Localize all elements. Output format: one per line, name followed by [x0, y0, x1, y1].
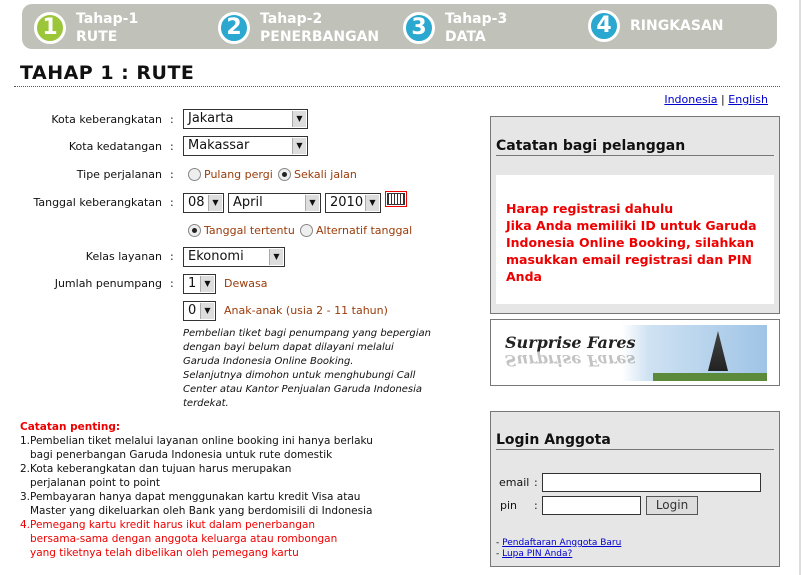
dest-label: Kota kedatangan: [68, 140, 162, 153]
note-item-cont: yang tiketnya telah dibelikan oleh pemegang kartu: [30, 547, 299, 559]
step-1-line2: RUTE: [76, 29, 118, 45]
step-3-line1: Tahap-3: [445, 11, 508, 27]
radio-checked-icon: [278, 168, 291, 181]
note-item: 4.Pemegang kartu kredit harus ikut dalam penerbangan: [20, 519, 316, 531]
island-shape: [653, 373, 767, 381]
pin-input[interactable]: [542, 496, 641, 515]
month-value: April: [233, 195, 263, 210]
dest-value: Makassar: [188, 138, 250, 153]
adults-select[interactable]: [183, 274, 216, 294]
banner-reflection: Surprise Fares: [505, 351, 636, 370]
dash: -: [496, 549, 500, 559]
login-button[interactable]: Login: [646, 496, 698, 515]
note-item-cont: bagi penerbangan Garuda Indonesia untuk rute domestik: [30, 449, 333, 461]
important-notes: [20, 420, 480, 560]
step-3-number-icon: 3: [403, 12, 435, 44]
note-item: 1.Pembelian tiket melalui layanan online booking ini hanya berlaku: [20, 435, 373, 447]
children-label: Anak-anak (usia 2 - 11 tahun): [224, 304, 388, 317]
page-title: TAHAP 1 : RUTE: [20, 62, 195, 84]
calendar-icon[interactable]: [385, 191, 407, 207]
login-title: Login Anggota: [496, 432, 774, 450]
pin-label: pin: [500, 499, 518, 512]
adults-value: 1: [188, 276, 197, 291]
colon: :: [534, 476, 538, 489]
chevron-down-icon: ▼: [208, 195, 222, 211]
step-2-line2: PENERBANGAN: [260, 29, 380, 45]
customer-notes-body: [496, 175, 774, 304]
title-divider: [14, 86, 780, 87]
note-item-cont: Master yang dikeluarkan oleh Bank yang berdomisili di Indonesia: [30, 505, 373, 517]
login-links: [496, 538, 621, 560]
note-item-cont: perjalanan point to point: [30, 477, 160, 489]
pax-label: Jumlah penumpang: [54, 277, 162, 290]
date-exact-label: Tanggal tertentu: [204, 224, 295, 237]
dash: -: [496, 538, 500, 548]
step-4-label: RINGKASAN: [630, 18, 724, 34]
step-2-line1: Tahap-2: [260, 11, 323, 27]
banner-text: Surprise Fares: [505, 333, 636, 352]
step-4: [588, 10, 724, 42]
step-2-number-icon: 2: [218, 12, 250, 44]
email-label: email: [499, 476, 530, 489]
notes-line: Harap registrasi dahulu: [506, 201, 674, 216]
important-title: Catatan penting:: [20, 421, 121, 433]
member-login-panel: [490, 411, 780, 567]
origin-select[interactable]: [183, 109, 308, 129]
note-item: 3.Pembayaran hanya dapat menggunakan kartu kredit Visa atau: [20, 491, 361, 503]
date-alt-label: Alternatif tanggal: [316, 224, 413, 237]
chevron-down-icon: ▼: [305, 195, 319, 211]
forgot-pin-link[interactable]: Lupa PIN Anda?: [502, 549, 573, 559]
step-3-line2: DATA: [445, 29, 486, 45]
colon: :: [170, 250, 174, 263]
colon: :: [170, 168, 174, 181]
note-line: Pembelian tiket bagi penumpang yang bepergian: [183, 328, 432, 339]
year-value: 2010: [330, 195, 364, 210]
step-1: [34, 10, 138, 46]
colon: :: [170, 196, 174, 209]
adults-label: Dewasa: [224, 277, 268, 290]
date-exact-radio[interactable]: [188, 224, 295, 237]
trip-round-label: Pulang pergi: [204, 168, 273, 181]
trip-oneway-radio[interactable]: [278, 168, 357, 181]
trip-oneway-label: Sekali jalan: [294, 168, 357, 181]
chevron-down-icon: ▼: [365, 195, 379, 211]
lang-english-link[interactable]: English: [728, 93, 768, 106]
colon: :: [534, 499, 538, 512]
register-link[interactable]: Pendaftaran Anggota Baru: [502, 538, 622, 548]
children-select[interactable]: [183, 301, 216, 321]
infant-note: [183, 327, 453, 411]
origin-value: Jakarta: [188, 111, 234, 126]
banner-image: [503, 325, 767, 381]
chevron-down-icon: ▼: [292, 138, 306, 154]
colon: :: [170, 277, 174, 290]
radio-icon: [300, 224, 313, 237]
lang-separator: |: [721, 93, 725, 106]
origin-label: Kota keberangkatan: [51, 113, 162, 126]
lang-indonesia-link[interactable]: Indonesia: [664, 93, 718, 106]
month-select[interactable]: [228, 193, 321, 213]
chevron-down-icon: ▼: [292, 111, 306, 127]
note-line: Selanjutnya dimohon untuk menghubungi Call: [183, 370, 416, 381]
notes-line: Jika Anda memiliki ID untuk Garuda Indonesia Online Booking, silahkan masukkan email registrasi dan PIN Anda: [506, 218, 757, 284]
customer-notes-panel: [490, 116, 780, 314]
surprise-fares-banner[interactable]: [490, 319, 780, 386]
children-value: 0: [188, 303, 197, 318]
step-4-number-icon: 4: [588, 10, 620, 42]
trip-round-radio[interactable]: [188, 168, 273, 181]
date-label: Tanggal keberangkatan: [33, 196, 162, 209]
temple-icon: [708, 331, 728, 371]
step-1-number-icon: 1: [34, 12, 66, 44]
day-value: 08: [188, 195, 205, 210]
email-input[interactable]: [542, 473, 761, 492]
chevron-down-icon: ▼: [269, 249, 283, 265]
class-value: Ekonomi: [188, 249, 244, 264]
chevron-down-icon: ▼: [200, 276, 214, 292]
destination-select[interactable]: [183, 136, 308, 156]
day-select[interactable]: [183, 193, 224, 213]
step-progress-bar: [22, 4, 777, 49]
colon: :: [170, 113, 174, 126]
note-item-cont: bersama-sama dengan anggota keluarga atau rombongan: [30, 533, 338, 545]
chevron-down-icon: ▼: [200, 303, 214, 319]
language-switcher: [664, 93, 768, 106]
note-line: Garuda Indonesia Online Booking.: [183, 356, 354, 367]
note-line: terdekat.: [183, 398, 229, 409]
trip-type-label: Tipe perjalanan: [76, 168, 162, 181]
step-3: [403, 10, 507, 46]
note-item: 2.Kota keberangkatan dan tujuan harus merupakan: [20, 463, 292, 475]
step-2: [218, 10, 379, 46]
year-select[interactable]: [325, 193, 381, 213]
note-line: dengan bayi belum dapat dilayani melalui: [183, 342, 394, 353]
colon: :: [170, 140, 174, 153]
date-alt-radio[interactable]: [300, 224, 412, 237]
note-line: Center atau Kantor Penjualan Garuda Indonesia: [183, 384, 423, 395]
customer-notes-title: Catatan bagi pelanggan: [496, 138, 774, 156]
step-1-line1: Tahap-1: [76, 11, 139, 27]
radio-icon: [188, 168, 201, 181]
radio-checked-icon: [188, 224, 201, 237]
class-select[interactable]: [183, 247, 285, 267]
class-label: Kelas layanan: [85, 250, 162, 263]
